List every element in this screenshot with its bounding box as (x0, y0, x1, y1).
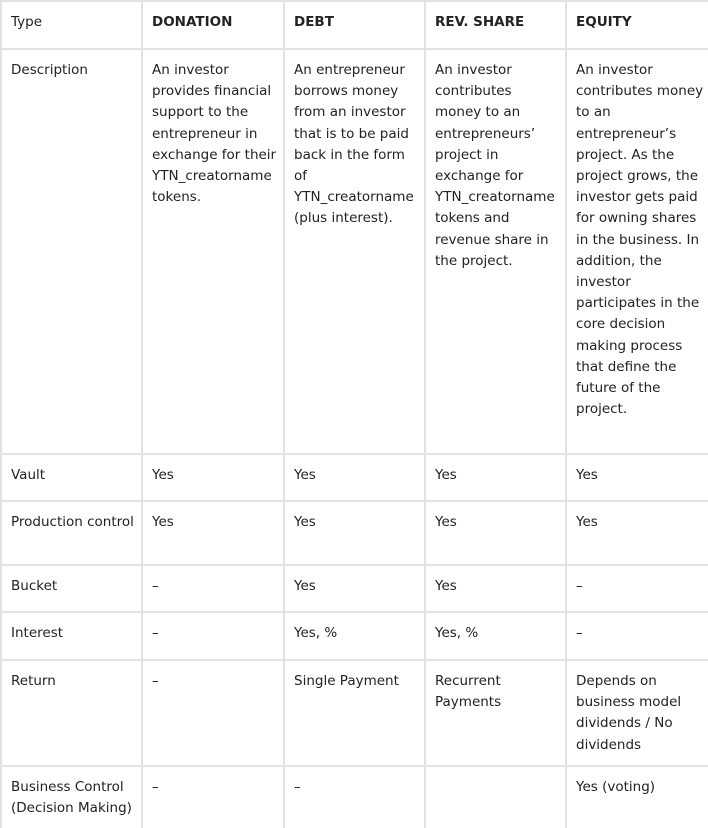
cell-debt: Yes (284, 501, 425, 565)
row-label: Description (1, 49, 142, 454)
header-type: Type (1, 1, 142, 49)
table-row-description (1, 49, 708, 454)
header-donation: DONATION (142, 1, 284, 49)
cell-donation: – (142, 612, 284, 660)
cell-debt: An entrepreneur borrows money from an investor that is to be paid back in the form of YTN_creatorname (plus interest). (284, 49, 425, 454)
table-header-row (1, 1, 708, 49)
table-row-business-control (1, 766, 708, 828)
table-row-return (1, 660, 708, 766)
cell-donation: – (142, 766, 284, 828)
cell-rev-share (425, 766, 566, 828)
cell-rev-share: Recurrent Payments (425, 660, 566, 766)
cell-equity: Depends on business model dividends / No dividends (566, 660, 708, 766)
cell-rev-share: An investor contributes money to an entrepreneurs’ project in exchange for YTN_creatorname tokens and revenue share in the project. (425, 49, 566, 454)
cell-debt: Single Payment (284, 660, 425, 766)
row-label: Bucket (1, 565, 142, 612)
row-label: Business Control (Decision Making) (1, 766, 142, 828)
header-debt: DEBT (284, 1, 425, 49)
table-row-production-control (1, 501, 708, 565)
cell-rev-share: Yes (425, 501, 566, 565)
cell-equity: – (566, 565, 708, 612)
header-equity: EQUITY (566, 1, 708, 49)
cell-equity: An investor contributes money to an entrepreneur’s project. As the project grows, the investor gets paid for owning shares in the business. In addition, the investor participates in the core decision making process that define the future of the project. (566, 49, 708, 454)
row-label: Return (1, 660, 142, 766)
cell-debt: Yes, % (284, 612, 425, 660)
cell-rev-share: Yes (425, 565, 566, 612)
table-row-interest (1, 612, 708, 660)
row-label: Production control (1, 501, 142, 565)
cell-donation: Yes (142, 454, 284, 501)
cell-equity: Yes (566, 454, 708, 501)
cell-debt: Yes (284, 454, 425, 501)
cell-donation: – (142, 565, 284, 612)
row-label: Interest (1, 612, 142, 660)
cell-debt: – (284, 766, 425, 828)
cell-rev-share: Yes (425, 454, 566, 501)
cell-equity: Yes (566, 501, 708, 565)
cell-debt: Yes (284, 565, 425, 612)
cell-equity: – (566, 612, 708, 660)
table-row-bucket (1, 565, 708, 612)
table-row-vault (1, 454, 708, 501)
cell-rev-share: Yes, % (425, 612, 566, 660)
row-label: Vault (1, 454, 142, 501)
header-rev-share: REV. SHARE (425, 1, 566, 49)
cell-equity: Yes (voting) (566, 766, 708, 828)
cell-donation: An investor provides financial support to the entrepreneur in exchange for their YTN_creatorname tokens. (142, 49, 284, 454)
cell-donation: – (142, 660, 284, 766)
cell-donation: Yes (142, 501, 284, 565)
